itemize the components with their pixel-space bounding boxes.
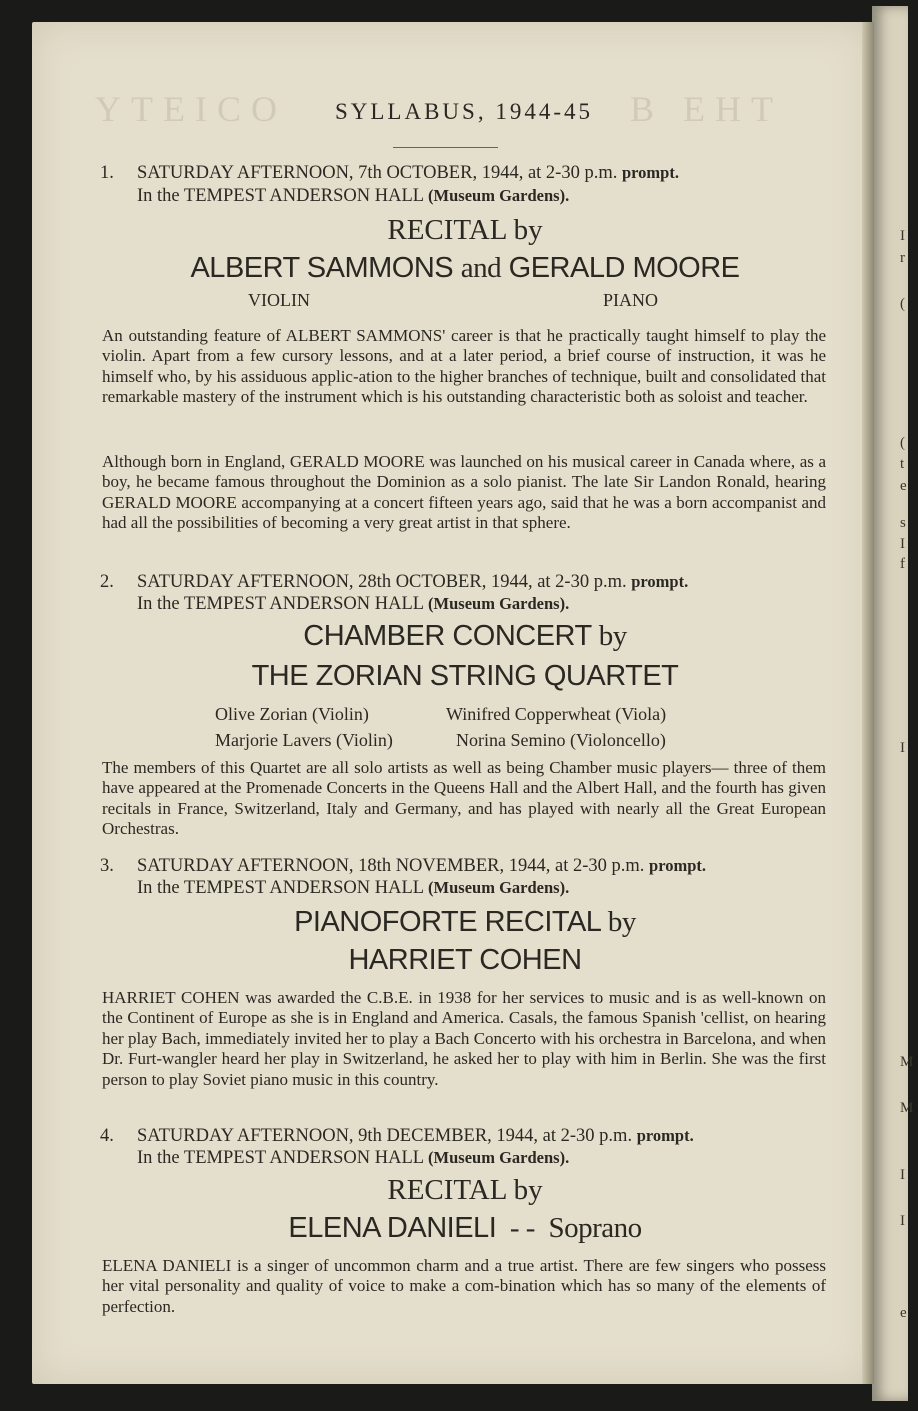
margin-char: s — [900, 515, 906, 531]
event-venue-line — [137, 186, 569, 207]
event-number: 4. — [100, 1126, 114, 1146]
page-gutter — [862, 22, 874, 1384]
event-heading — [100, 214, 830, 247]
performers-heading — [100, 1212, 830, 1245]
performer-b: GERALD MOORE — [508, 252, 740, 284]
performers-heading — [100, 252, 830, 285]
date-text: SATURDAY AFTERNOON, 7th OCTOBER, 1944, at 2-30 p.m. — [137, 163, 618, 183]
event-description: An outstanding feature of ALBERT SAMMONS' career is that he practically taught himself to play the violin. Apart from a few cursory lessons, and at a later period, a brief course of instruction, it was he himself who, by his assiduous applic-ation to the higher branches of technique, built and consolidated that remarkable mastery of the instrument which is his outstanding characteristic both as soloist and teacher. — [102, 326, 826, 407]
margin-char: M — [900, 1100, 914, 1116]
player: Norina Semino (Violoncello) — [456, 730, 666, 750]
date-text: SATURDAY AFTERNOON, 18th NOVEMBER, 1944, at 2-30 p.m. — [137, 856, 645, 876]
event-description: HARRIET COHEN was awarded the C.B.E. in 1938 for her services to music and is as well-known on the Continent of Europe as she is in England and America. Casals, the famous Spanish 'cellist, on hearing her play Bach, immediately invited her to play a Bach Concerto with his orchestra in Barcelona, and when Dr. Furt-wangler heard her play in Switzerland, he asked her to play with him in Berlin. She was the first person to play Soviet piano music in this country. — [102, 988, 826, 1089]
margin-char: e — [900, 478, 907, 494]
event-number: 2. — [100, 572, 114, 592]
margin-char: M — [900, 1054, 914, 1070]
performer-and: and — [460, 252, 502, 284]
date-text: SATURDAY AFTERNOON, 28th OCTOBER, 1944, at 2-30 p.m. — [137, 572, 627, 592]
prompt-label: prompt. — [621, 163, 679, 182]
heading-text: PIANOFORTE RECITAL — [294, 906, 601, 938]
heading-by: by — [598, 620, 627, 652]
prompt-label: prompt. — [631, 572, 689, 591]
margin-char: I — [900, 1167, 905, 1183]
role-violin: VIOLIN — [248, 290, 310, 310]
margin-char: I — [900, 536, 905, 552]
event-date-line — [137, 1126, 694, 1147]
venue-text: In the TEMPEST ANDERSON HALL — [137, 1148, 424, 1168]
event-venue-line — [137, 878, 569, 899]
event-description: Although born in England, GERALD MOORE was launched on his musical career in Canada where, as a boy, he became famous throughout the Dominion as a solo pianist. The late Sir Landon Ronald, hearing GERALD MOORE accompanying at a concert fifteen years ago, said that he was a born accompanist and had all the possibilities of becoming a very great artist in that sphere. — [102, 452, 826, 533]
venue-gardens: (Museum Gardens). — [428, 878, 570, 897]
venue-gardens: (Museum Gardens). — [428, 1148, 570, 1167]
event-date-line — [137, 572, 688, 593]
venue-gardens: (Museum Gardens). — [428, 186, 570, 205]
event-date-line — [137, 856, 706, 877]
event-description: ELENA DANIELI is a singer of uncommon charm and a true artist. There are few singers who possess her vital personality and quality of voice to make a com-bination which has so many of the elements of perfection. — [102, 1256, 826, 1316]
performer-a: ALBERT SAMMONS — [190, 252, 454, 284]
player: Marjorie Lavers (Violin) — [215, 730, 393, 750]
performer-dash: - - — [509, 1212, 535, 1244]
margin-char: ( — [900, 296, 905, 312]
performer-role: Soprano — [548, 1212, 642, 1244]
performers-heading: HARRIET COHEN — [348, 944, 582, 976]
reverse-bleed-right: B EHT — [630, 89, 783, 129]
heading-by: by — [513, 1174, 543, 1206]
page-title: SYLLABUS, 1944-45 — [334, 99, 593, 124]
event-description: The members of this Quartet are all solo artists as well as being Chamber music players— three of them have appeared at the Promenade Concerts in the Queens Hall and the Albert Hall, and the fourth has given recitals in France, Switzerland, Italy and Germany, and has played with nearly all the Great European Orchestras. — [102, 758, 826, 839]
venue-gardens: (Museum Gardens). — [428, 594, 570, 613]
event-number: 3. — [100, 856, 114, 876]
title-divider — [393, 147, 498, 148]
heading-by: by — [607, 906, 636, 938]
venue-text: In the TEMPEST ANDERSON HALL — [137, 878, 424, 898]
event-venue-line — [137, 1148, 569, 1169]
facing-page-edge — [872, 6, 908, 1401]
heading-text: RECITAL — [387, 214, 507, 246]
heading-by: by — [513, 214, 543, 246]
margin-char: I — [900, 228, 905, 244]
prompt-label: prompt. — [649, 856, 707, 875]
margin-char: e — [900, 1305, 907, 1321]
event-heading — [100, 620, 830, 653]
heading-text: RECITAL — [387, 1174, 507, 1206]
margin-char: I — [900, 1213, 905, 1229]
venue-text: In the TEMPEST ANDERSON HALL — [137, 186, 424, 206]
player: Olive Zorian (Violin) — [215, 704, 369, 724]
reverse-bleed-left: YTEICO — [95, 89, 287, 129]
event-heading — [100, 906, 830, 939]
player: Winifred Copperwheat (Viola) — [446, 704, 667, 724]
event-heading — [100, 1174, 830, 1207]
margin-char: t — [900, 456, 905, 472]
role-piano: PIANO — [603, 290, 659, 310]
margin-char: ( — [900, 435, 905, 451]
performer-a: ELENA DANIELI — [288, 1212, 497, 1244]
venue-text: In the TEMPEST ANDERSON HALL — [137, 594, 424, 614]
event-number: 1. — [100, 163, 114, 183]
heading-text: CHAMBER CONCERT — [303, 620, 592, 652]
event-date-line — [137, 163, 679, 184]
performers-heading: THE ZORIAN STRING QUARTET — [251, 660, 679, 692]
margin-char: r — [900, 250, 905, 266]
date-text: SATURDAY AFTERNOON, 9th DECEMBER, 1944, at 2-30 p.m. — [137, 1126, 633, 1146]
event-venue-line — [137, 594, 569, 615]
margin-char: f — [900, 556, 905, 572]
margin-char: I — [900, 740, 905, 756]
prompt-label: prompt. — [636, 1126, 694, 1145]
